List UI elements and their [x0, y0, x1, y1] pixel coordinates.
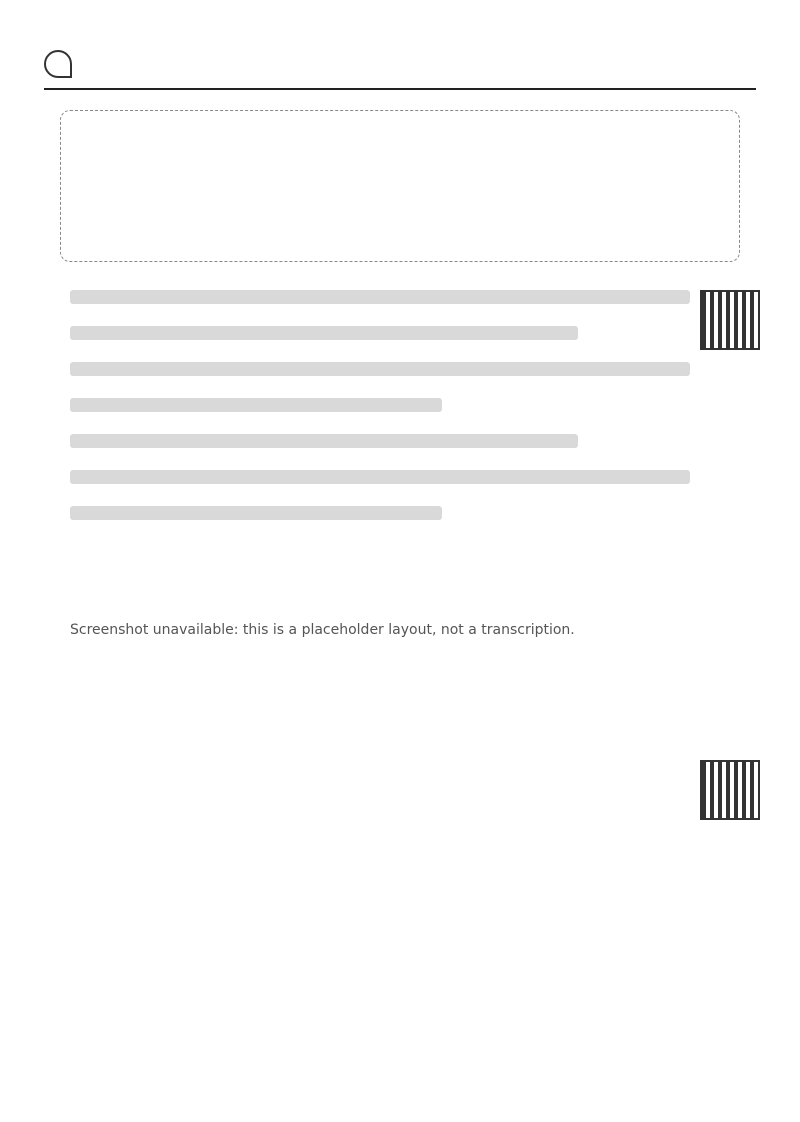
page-header: [44, 40, 756, 90]
text-line-placeholder: [70, 398, 442, 412]
text-line-placeholder: [70, 434, 578, 448]
logo-icon: [44, 50, 72, 78]
note-box: [60, 110, 740, 262]
text-line-placeholder: [70, 506, 442, 520]
text-line-placeholder: [70, 470, 690, 484]
text-line-placeholder: [70, 326, 578, 340]
text-line-placeholder: [70, 362, 690, 376]
placeholder-notice: Screenshot unavailable: this is a placeholder layout, not a transcription.: [70, 622, 575, 638]
qr-code-icon: [700, 760, 760, 820]
qr-code-icon: [700, 290, 760, 350]
body-text-placeholder: [70, 290, 690, 542]
text-line-placeholder: [70, 290, 690, 304]
